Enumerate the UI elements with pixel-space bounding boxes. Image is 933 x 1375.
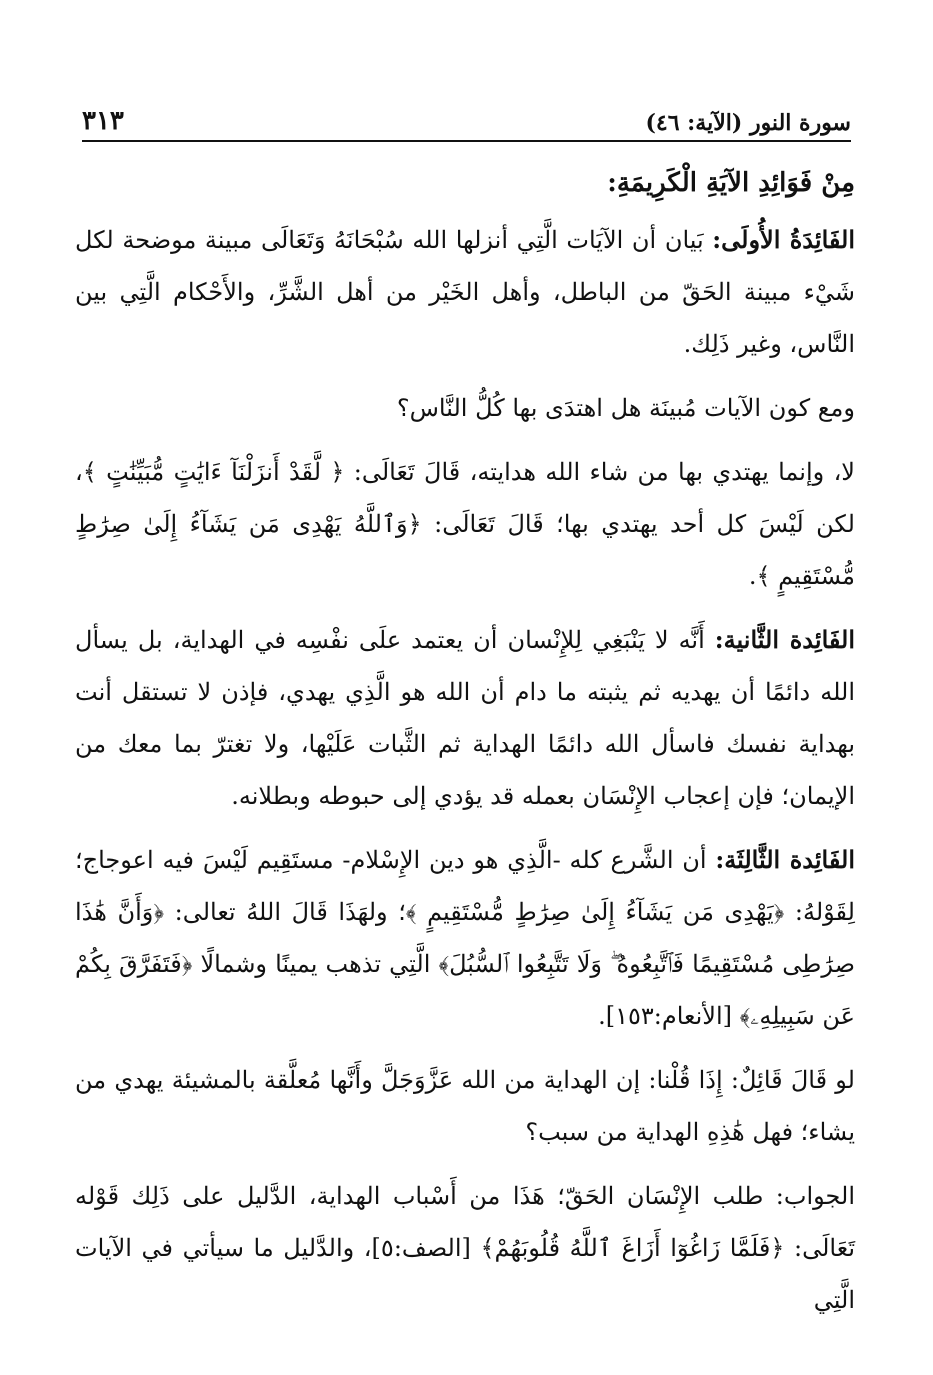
page-number: ٣١٣ xyxy=(82,106,124,136)
page-header xyxy=(82,96,851,142)
paragraph-2-text: ومع كون الآيات مُبينَة هل اهتدَى بها كُلُّ النَّاس؟ xyxy=(396,394,855,422)
paragraph-6-text: لو قَالَ قَائِلٌ: إِذَا قُلْنا: إن الهداية من الله عَزَّوَجَلَّ وأَنَّها مُعلَّقة بالمشيئة يهدي من يشاء؛ فهل هَٰذِهِ الهداية من سبب؟ xyxy=(75,1066,855,1146)
paragraph-5 xyxy=(75,834,855,1042)
paragraph-6 xyxy=(75,1054,855,1158)
paragraph-4 xyxy=(75,614,855,822)
paragraph-7 xyxy=(75,1170,855,1326)
paragraph-3-text: لا، وإنما يهتدي بها من شاء الله هدايته، قَالَ تَعَالَى: ﴿ لَّقَدْ أَنزَلْنَآ ءَايَٰتٍ مُّبَيِّنَٰتٍ ﴾، لكن لَيْسَ كل أحد يهتدي بها؛ قَالَ تَعَالَى: ﴿وَٱللَّهُ يَهْدِى مَن يَشَآءُ إِلَىٰ صِرَٰطٍ مُّسْتَقِيمٍ ﴾. xyxy=(75,458,855,590)
paragraph-4-lead: الفَائِدة الثَّانية: xyxy=(714,625,855,654)
paragraph-2 xyxy=(75,382,855,434)
paragraph-5-lead: الفَائِدة الثَّالِثَة: xyxy=(715,845,855,874)
page-content xyxy=(75,168,855,1338)
paragraph-1-text: بَيان أن الآيَات الَّتِي أنزلها الله سُبْحَانَهُ وَتَعَالَى مبينة موضحة لكل شَيْء مبينة الحَقّ من الباطل، وأهل الخَيْر من أهل الشَّرِّ، والأَحْكام الَّتِي بين النَّاس، وغير ذَلِك. xyxy=(75,226,855,358)
paragraph-4-text: أَنَّه لا يَنْبَغِي لِلإِنْسان أن يعتمد علَى نفْسِه في الهداية، بل يسأل الله دائمًا أن يهديه ثم يثبته ما دام أن الله هو الَّذِي يهدي، فإذن لا تستقل أنت بهداية نفسك فاسأل الله دائمًا الهداية ثم الثَّبات عَلَيْها، ولا تغترّ بما معك من الإيمان؛ فإن إعجاب الإِنْسَان بعمله قد يؤدي إلى حبوطه وبطلانه. xyxy=(75,626,855,810)
paragraph-3 xyxy=(75,446,855,602)
paragraph-5-text: أن الشَّرع كله -الَّذِي هو دين الإِسْلام- مستَقِيم لَيْسَ فيه اعوجاج؛ لِقَوْلهُ: ﴿يَهْدِى مَن يَشَآءُ إِلَىٰ صِرَٰطٍ مُّسْتَقِيمٍ ﴾؛ ولهَذَا قَالَ اللهُ تعالى: ﴿وَأَنَّ هَٰذَا صِرَٰطِى مُسْتَقِيمًا فَٱتَّبِعُوهُ ۖ وَلَا تَتَّبِعُوا ٱلسُّبُلَ﴾ الَّتِي تذهب يمينًا وشمالًا ﴿فَتَفَرَّقَ بِكُمْ عَن سَبِيلِهِۦ﴾ [الأنعام:١٥٣]. xyxy=(75,846,855,1030)
paragraph-7-text: الجواب: طلب الإِنْسَان الحَقّ؛ هَذَا من أَسْباب الهداية، الدَّليل على ذَلِك قَوْله تَعَالَى: ﴿فَلَمَّا زَاغُوٓا أَزَاغَ ٱللَّهُ قُلُوبَهُمْ﴾ [الصف:٥]، والدَّليل ما سيأتي في الآيات الَّتِي xyxy=(75,1182,856,1314)
surah-title: سورة النور (الآية: ٤٦) xyxy=(645,110,851,136)
paragraph-1-lead: الفَائِدَةُ الأُولَى: xyxy=(712,225,856,254)
paragraph-1 xyxy=(75,214,855,370)
section-heading: مِنْ فَوَائِدِ الآيَةِ الْكَرِيمَةِ: xyxy=(607,168,855,198)
